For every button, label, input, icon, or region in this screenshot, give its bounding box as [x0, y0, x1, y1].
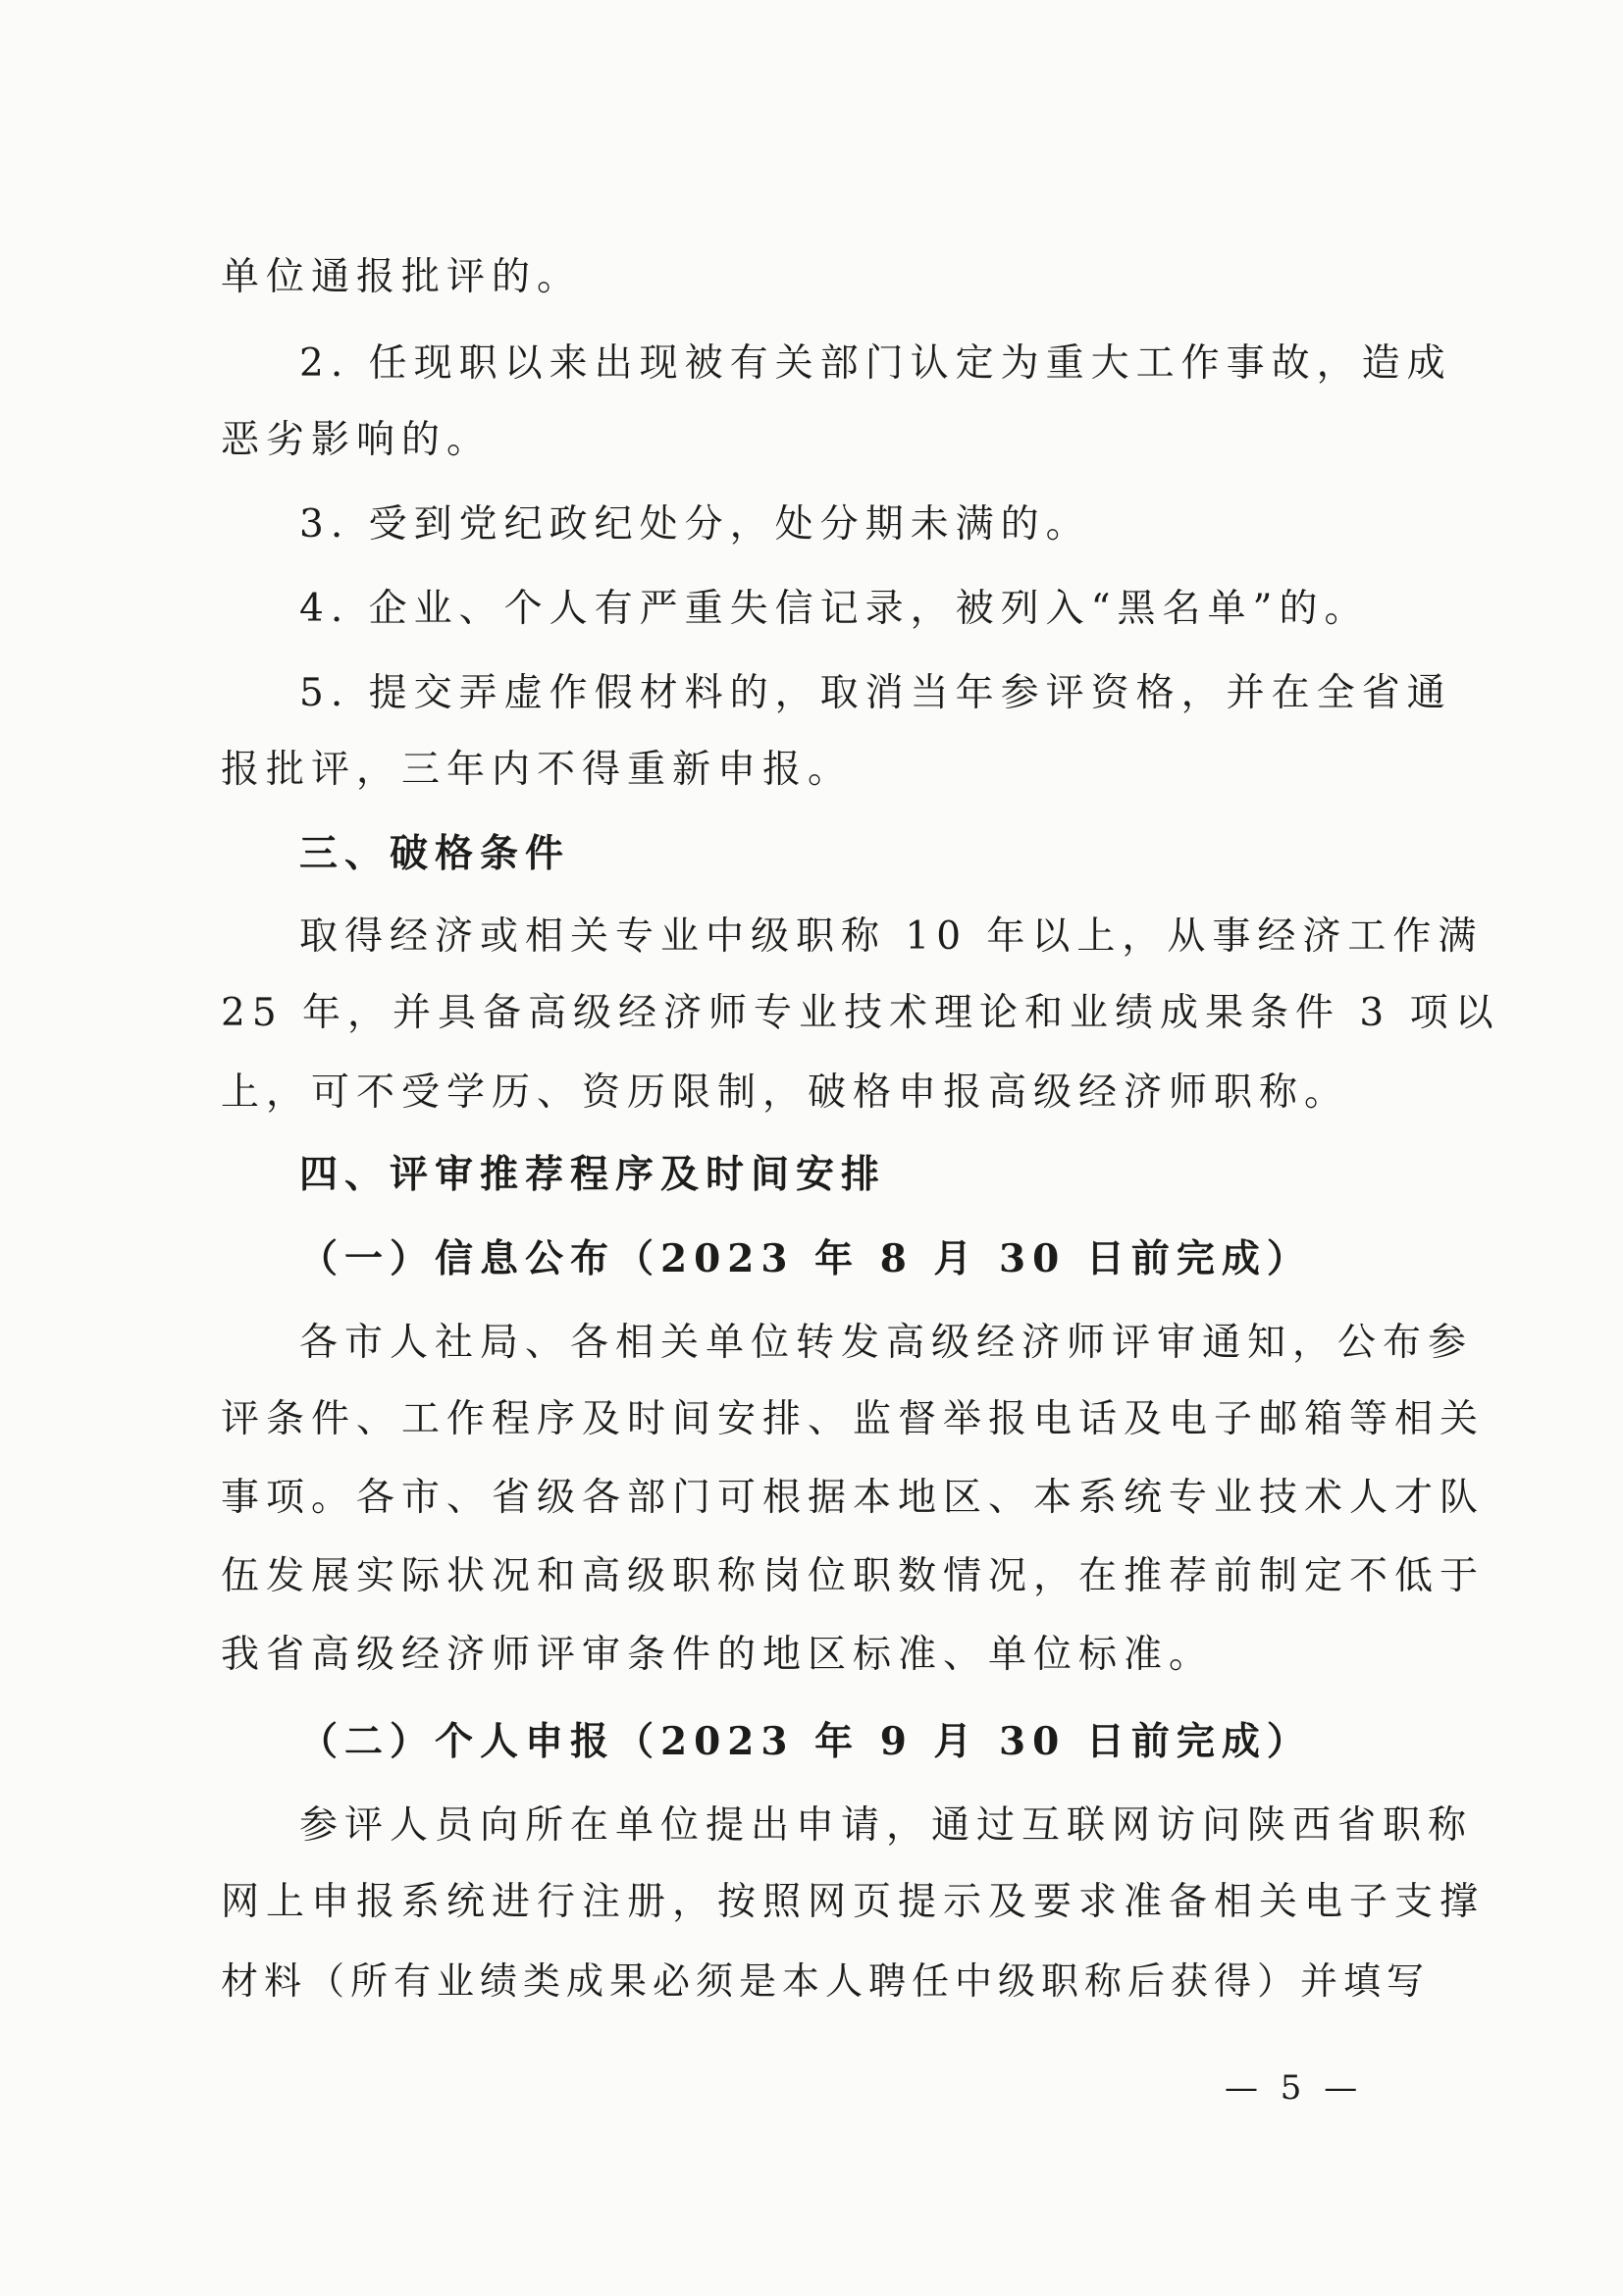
list-item-2: 2. 任现职以来出现被有关部门认定为重大工作事故，造成 [299, 341, 1452, 386]
paragraph-continuation: 单位通报批评的。 [221, 255, 583, 299]
paragraph-line: 各市人社局、各相关单位转发高级经济师评审通知，公布参 [299, 1321, 1474, 1365]
section-heading-3: 三、破格条件 [299, 831, 571, 876]
paragraph-line: 事项。各市、省级各部门可根据本地区、本系统专业技术人才队 [221, 1476, 1486, 1520]
paragraph-line: 网上申报系统进行注册，按照网页提示及要求准备相关电子支撑 [221, 1880, 1486, 1924]
paragraph-line: 参评人员向所在单位提出申请，通过互联网访问陕西省职称 [299, 1803, 1474, 1848]
list-item-4: 4. 企业、个人有严重失信记录，被列入“黑名单”的。 [299, 587, 1370, 631]
paragraph-line: 上，可不受学历、资历限制，破格申报高级经济师职称。 [221, 1070, 1350, 1115]
paragraph-line: 伍发展实际状况和高级职称岗位职数情况，在推荐前制定不低于 [221, 1554, 1486, 1598]
section-heading-4: 四、评审推荐程序及时间安排 [299, 1152, 887, 1197]
paragraph-line: 材料（所有业绩类成果必须是本人聘任中级职称后获得）并填写 [221, 1959, 1431, 2003]
paragraph-line: 我省高级经济师评审条件的地区标准、单位标准。 [221, 1633, 1215, 1677]
paragraph-line: 25 年，并具备高级经济师专业技术理论和业绩成果条件 3 项以 [221, 991, 1500, 1035]
page-number: — 5 — [1225, 2068, 1364, 2108]
subsection-heading-2: （二）个人申报（2023 年 9 月 30 日前完成） [299, 1719, 1312, 1764]
list-item-5: 5. 提交弄虚作假材料的，取消当年参评资格，并在全省通 [299, 671, 1452, 715]
list-item-2-continuation: 恶劣影响的。 [221, 418, 493, 462]
paragraph-line: 评条件、工作程序及时间安排、监督举报电话及电子邮箱等相关 [221, 1397, 1486, 1441]
list-item-3: 3. 受到党纪政纪处分，处分期未满的。 [299, 502, 1091, 547]
list-item-5-continuation: 报批评，三年内不得重新申报。 [221, 748, 854, 792]
subsection-heading-1: （一）信息公布（2023 年 8 月 30 日前完成） [299, 1236, 1312, 1281]
paragraph-line: 取得经济或相关专业中级职称 10 年以上，从事经济工作满 [299, 914, 1484, 959]
